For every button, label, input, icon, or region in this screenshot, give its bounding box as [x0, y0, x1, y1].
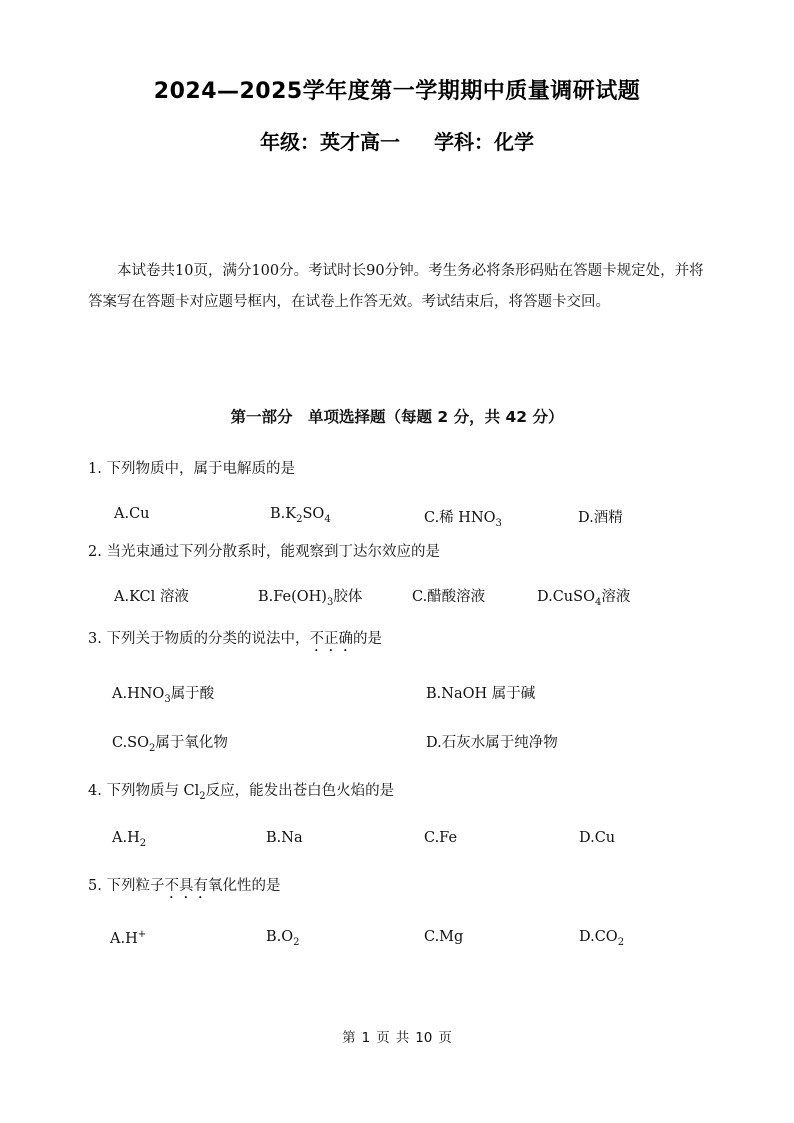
question-5-option-d[interactable]: $D.CO_2$	[579, 929, 625, 948]
question-3-option-b[interactable]: B.NaOH 属于碱	[426, 686, 536, 702]
question-2-option-a[interactable]: A.KCl 溶液	[114, 589, 189, 605]
question-2-option-d[interactable]: D.CuSO$_4$溶液	[537, 589, 631, 608]
page-total: 10	[415, 1030, 433, 1046]
question-4-option-c[interactable]: C.Fe	[424, 830, 458, 846]
question-2-option-c[interactable]: C.醋酸溶液	[412, 589, 486, 605]
question-4-stem: 4. 下列物质与 $Cl_2$反应，能发出苍白色火焰的是	[88, 783, 395, 802]
question-1-option-a[interactable]: A.Cu	[114, 506, 150, 522]
question-3-option-d[interactable]: D.石灰水属于纯净物	[426, 735, 558, 751]
question-5-option-b[interactable]: $B.O_2$	[266, 929, 300, 948]
page-number: 1	[361, 1030, 371, 1046]
question-1-option-b[interactable]: $B.K_2SO_4$	[270, 506, 331, 525]
section-heading: 第一部分 单项选择题（每题 2 分，共 42 分）	[230, 408, 564, 426]
instructions-text: 本试卷共10页，满分100分。考试时长90分钟。考生务必将条形码贴在答题卡规定处，并将答案写在答题卡对应题号框内，在试卷上作答无效。考试结束后，将答题卡交回。	[88, 263, 704, 310]
emphasis-marker: 不具有	[164, 878, 208, 894]
page-footer: 第 1 页 共 10 页	[342, 1030, 452, 1046]
exam-instructions	[88, 256, 718, 318]
question-5-stem: 5. 下列粒子不具有氧化性的是	[88, 878, 281, 894]
question-1-option-d[interactable]: D.酒精	[578, 510, 623, 526]
subject-label: 学科：化学	[434, 130, 534, 154]
question-5-option-a[interactable]: A.H+	[110, 929, 147, 947]
question-2-stem: 2. 当光束通过下列分散系时，能观察到丁达尔效应的是	[88, 544, 440, 560]
question-2-option-b[interactable]: $B.Fe(OH)_3$胶体	[258, 589, 363, 608]
grade-label: 年级：英才高一	[260, 130, 400, 154]
question-3-stem: 3. 下列关于物质的分类的说法中，不正确的是	[88, 631, 382, 647]
exam-subtitle	[0, 126, 794, 155]
exam-title: 2024—2025学年度第一学期期中质量调研试题	[153, 79, 641, 104]
question-5-option-c[interactable]: C.Mg	[424, 929, 464, 945]
question-4-option-b[interactable]: B.Na	[266, 830, 303, 846]
emphasis-marker: 不正确	[309, 631, 353, 647]
question-1-stem: 1. 下列物质中，属于电解质的是	[88, 461, 295, 477]
question-3-option-c[interactable]: $C.SO_2$属于氧化物	[112, 735, 228, 754]
question-4-option-d[interactable]: D.Cu	[579, 830, 616, 846]
question-4-option-a[interactable]: $A.H_2$	[112, 830, 147, 849]
question-1-option-c[interactable]: C.稀 $HNO_3$	[424, 510, 502, 529]
question-3-option-a[interactable]: $A.HNO_3$属于酸	[112, 686, 215, 705]
